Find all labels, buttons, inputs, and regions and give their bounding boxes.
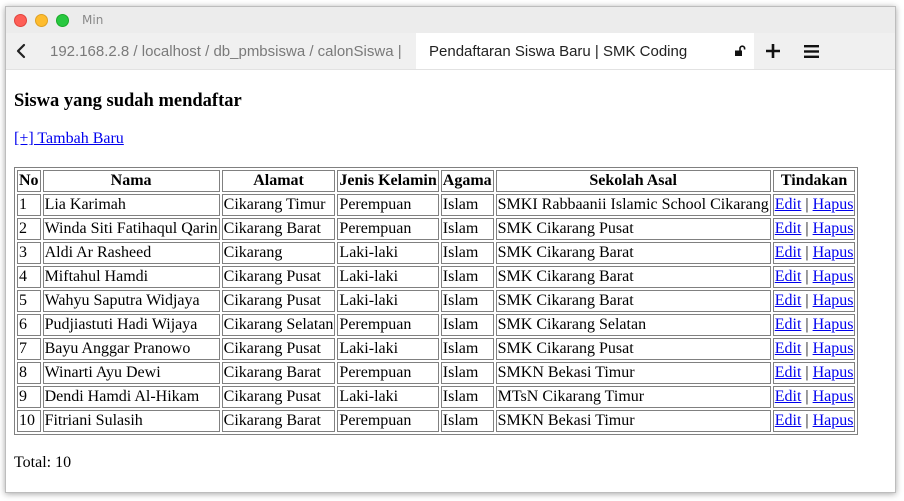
chevron-left-icon [16, 43, 26, 59]
page-content [6, 91, 895, 472]
title-bar [6, 7, 895, 33]
column-header: Tindakan [773, 170, 856, 192]
cell-agama: Islam [441, 410, 494, 432]
cell-alamat: Cikarang Barat [222, 410, 336, 432]
cell-agama: Islam [441, 386, 494, 408]
maximize-window-button[interactable] [56, 14, 69, 27]
cell-nama: Fitriani Sulasih [43, 410, 220, 432]
cell-sekolah-asal: SMK Cikarang Selatan [496, 314, 771, 336]
link-separator: | [805, 268, 809, 285]
cell-tindakan [773, 410, 856, 432]
table-row [17, 362, 855, 384]
table-row [17, 194, 855, 216]
cell-nama: Dendi Hamdi Al-Hikam [43, 386, 220, 408]
delete-link[interactable]: Hapus [812, 220, 854, 237]
edit-link[interactable]: Edit [774, 364, 802, 381]
delete-link[interactable]: Hapus [812, 340, 854, 357]
cell-tindakan [773, 362, 856, 384]
cell-no: 10 [17, 410, 41, 432]
edit-link[interactable]: Edit [774, 412, 802, 429]
cell-sekolah-asal: MTsN Cikarang Timur [496, 386, 771, 408]
edit-link[interactable]: Edit [774, 244, 802, 261]
minimize-window-button[interactable] [35, 14, 48, 27]
browser-window [5, 6, 896, 493]
delete-link[interactable]: Hapus [812, 292, 854, 309]
table-row [17, 290, 855, 312]
cell-tindakan [773, 194, 856, 216]
delete-link[interactable]: Hapus [812, 196, 854, 213]
cell-agama: Islam [441, 194, 494, 216]
table-row [17, 386, 855, 408]
cell-alamat: Cikarang Pusat [222, 338, 336, 360]
delete-link[interactable]: Hapus [812, 388, 854, 405]
browser-navbar [6, 33, 895, 70]
link-separator: | [805, 412, 809, 429]
cell-no: 7 [17, 338, 41, 360]
back-button[interactable] [6, 33, 36, 69]
edit-link[interactable]: Edit [774, 388, 802, 405]
cell-no: 1 [17, 194, 41, 216]
column-header: Nama [43, 170, 220, 192]
cell-alamat: Cikarang Barat [222, 218, 336, 240]
cell-sekolah-asal: SMK Cikarang Barat [496, 266, 771, 288]
cell-no: 8 [17, 362, 41, 384]
cell-tindakan [773, 386, 856, 408]
table-row [17, 410, 855, 432]
page-heading: Siswa yang sudah mendaftar [14, 91, 242, 111]
cell-sekolah-asal: SMK Cikarang Barat [496, 242, 771, 264]
cell-agama: Islam [441, 338, 494, 360]
delete-link[interactable]: Hapus [812, 244, 854, 261]
cell-alamat: Cikarang Pusat [222, 266, 336, 288]
cell-agama: Islam [441, 266, 494, 288]
column-header: Agama [441, 170, 494, 192]
edit-link[interactable]: Edit [774, 292, 802, 309]
cell-tindakan [773, 218, 856, 240]
cell-sekolah-asal: SMK Cikarang Barat [496, 290, 771, 312]
cell-sekolah-asal: SMKI Rabbaanii Islamic School Cikarang [496, 194, 771, 216]
cell-jenis-kelamin: Laki-laki [337, 290, 438, 312]
cell-nama: Pudjiastuti Hadi Wijaya [43, 314, 220, 336]
cell-no: 9 [17, 386, 41, 408]
cell-nama: Aldi Ar Rasheed [43, 242, 220, 264]
cell-agama: Islam [441, 314, 494, 336]
hamburger-menu-icon [804, 45, 819, 58]
cell-no: 5 [17, 290, 41, 312]
delete-link[interactable]: Hapus [812, 316, 854, 333]
column-header: Alamat [222, 170, 336, 192]
table-row [17, 242, 855, 264]
cell-jenis-kelamin: Laki-laki [337, 386, 438, 408]
cell-agama: Islam [441, 218, 494, 240]
cell-tindakan [773, 314, 856, 336]
edit-link[interactable]: Edit [774, 316, 802, 333]
cell-sekolah-asal: SMKN Bekasi Timur [496, 362, 771, 384]
students-table [14, 167, 858, 435]
cell-jenis-kelamin: Perempuan [337, 410, 438, 432]
column-header: Jenis Kelamin [337, 170, 438, 192]
delete-link[interactable]: Hapus [812, 268, 854, 285]
cell-jenis-kelamin: Perempuan [337, 194, 438, 216]
total-count: Total: 10 [14, 454, 72, 471]
window-title: Min [82, 13, 104, 27]
cell-no: 6 [17, 314, 41, 336]
column-header: Sekolah Asal [496, 170, 771, 192]
new-tab-button[interactable] [754, 33, 792, 69]
table-header-row [17, 170, 855, 192]
menu-button[interactable] [792, 33, 830, 69]
link-separator: | [805, 364, 809, 381]
cell-jenis-kelamin: Perempuan [337, 362, 438, 384]
cell-alamat: Cikarang Pusat [222, 290, 336, 312]
cell-sekolah-asal: SMK Cikarang Pusat [496, 338, 771, 360]
cell-no: 4 [17, 266, 41, 288]
cell-no: 3 [17, 242, 41, 264]
cell-agama: Islam [441, 362, 494, 384]
cell-tindakan [773, 290, 856, 312]
cell-nama: Miftahul Hamdi [43, 266, 220, 288]
cell-jenis-kelamin: Laki-laki [337, 266, 438, 288]
cell-alamat: Cikarang Selatan [222, 314, 336, 336]
cell-alamat: Cikarang Pusat [222, 386, 336, 408]
cell-tindakan [773, 338, 856, 360]
cell-agama: Islam [441, 242, 494, 264]
link-separator: | [805, 340, 809, 357]
cell-alamat: Cikarang [222, 242, 336, 264]
cell-jenis-kelamin: Perempuan [337, 218, 438, 240]
tab-title-label: Pendaftaran Siswa Baru | SMK Coding [429, 42, 688, 60]
active-tab[interactable] [416, 33, 754, 69]
edit-link[interactable]: Edit [774, 340, 802, 357]
delete-link[interactable]: Hapus [812, 412, 854, 429]
cell-tindakan [773, 266, 856, 288]
edit-link[interactable]: Edit [774, 268, 802, 285]
address-bar[interactable]: 192.168.2.8 / localhost / db_pmbsiswa / calonSiswa | [50, 42, 402, 60]
cell-alamat: Cikarang Timur [222, 194, 336, 216]
table-body [17, 194, 855, 432]
cell-sekolah-asal: SMKN Bekasi Timur [496, 410, 771, 432]
cell-nama: Wahyu Saputra Widjaya [43, 290, 220, 312]
cell-nama: Bayu Anggar Pranowo [43, 338, 220, 360]
delete-link[interactable]: Hapus [812, 364, 854, 381]
unlocked-padlock-icon[interactable] [734, 44, 746, 61]
cell-tindakan [773, 242, 856, 264]
plus-icon [766, 44, 780, 58]
edit-link[interactable]: Edit [774, 196, 802, 213]
table-row [17, 266, 855, 288]
cell-jenis-kelamin: Laki-laki [337, 338, 438, 360]
cell-nama: Winarti Ayu Dewi [43, 362, 220, 384]
link-separator: | [805, 292, 809, 309]
link-separator: | [805, 196, 809, 213]
cell-no: 2 [17, 218, 41, 240]
cell-alamat: Cikarang Barat [222, 362, 336, 384]
cell-jenis-kelamin: Perempuan [337, 314, 438, 336]
cell-agama: Islam [441, 290, 494, 312]
link-separator: | [805, 388, 809, 405]
cell-jenis-kelamin: Laki-laki [337, 242, 438, 264]
close-window-button[interactable] [14, 14, 27, 27]
cell-nama: Lia Karimah [43, 194, 220, 216]
table-row [17, 314, 855, 336]
column-header: No [17, 170, 41, 192]
cell-sekolah-asal: SMK Cikarang Pusat [496, 218, 771, 240]
add-new-link[interactable]: [+] Tambah Baru [14, 130, 124, 147]
link-separator: | [805, 316, 809, 333]
edit-link[interactable]: Edit [774, 220, 802, 237]
table-row [17, 218, 855, 240]
link-separator: | [805, 244, 809, 261]
cell-nama: Winda Siti Fatihaqul Qarin [43, 218, 220, 240]
table-row [17, 338, 855, 360]
link-separator: | [805, 220, 809, 237]
